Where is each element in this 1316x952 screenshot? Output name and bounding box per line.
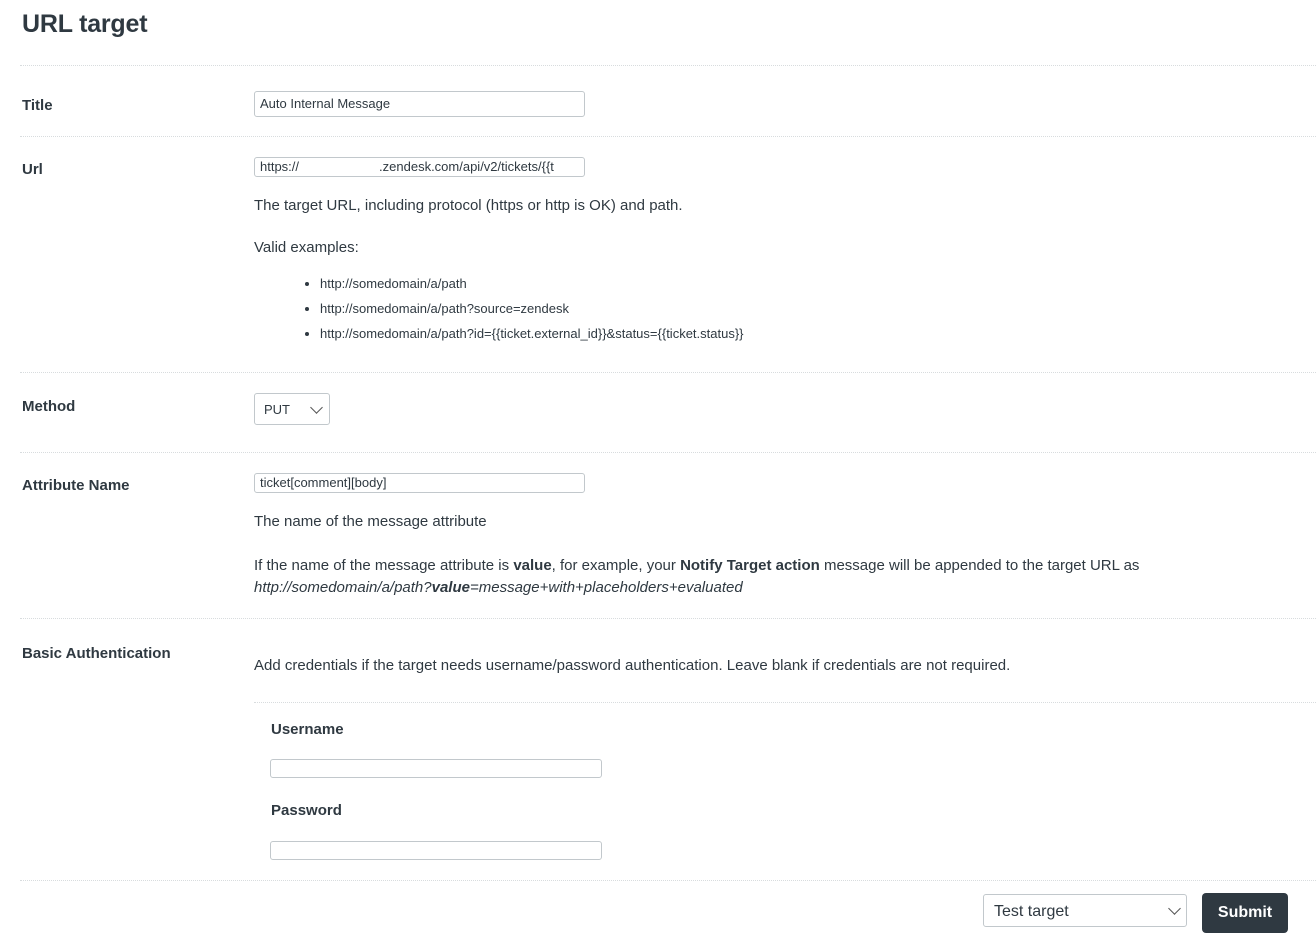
username-input[interactable] [270,759,602,778]
username-label: Username [271,721,344,738]
url-input-suffix: .zendesk.com/api/v2/tickets/{{t [379,159,554,174]
chevron-down-icon [310,401,323,414]
url-input[interactable] [254,157,585,177]
chevron-down-icon [1168,902,1181,915]
url-examples-list [254,275,744,350]
basic-auth-help: Add credentials if the target needs username/password authentication. Leave blank if credentials are not required. [254,657,1011,674]
action-select[interactable] [983,894,1187,927]
submit-button[interactable]: Submit [1202,893,1288,933]
divider [20,880,1316,881]
title-label: Title [22,97,53,114]
divider [254,702,1316,703]
list-item: • http://somedomain/a/path?id={{ticket.external_id}}&status={{ticket.status}} [320,325,744,350]
note-example-url: http://somedomain/a/path?value=message+with+placeholders+evaluated [254,579,743,596]
basic-auth-label: Basic Authentication [22,645,171,662]
note-bold-action: Notify Target action [680,557,820,574]
note-text: , for example, your [551,557,681,574]
url-input-prefix: https:// [260,159,300,174]
url-examples-heading: Valid examples: [254,239,359,256]
list-item: • http://somedomain/a/path?source=zendesk [320,300,744,325]
attribute-name-label: Attribute Name [22,477,130,494]
action-select-value: Test target [994,903,1069,920]
password-input[interactable] [270,841,602,860]
note-text: If the name of the message attribute is [254,557,514,574]
url-help: The target URL, including protocol (https or http is OK) and path. [254,197,683,214]
note-text: message will be appended to the target URL as [819,557,1140,574]
method-select-value: PUT [264,402,290,417]
divider [20,452,1316,453]
divider [20,618,1316,619]
title-input[interactable]: Auto Internal Message [254,91,585,117]
divider [20,65,1316,66]
note-bold-value: value [513,557,552,574]
attribute-name-input[interactable]: ticket[comment][body] [254,473,585,493]
divider [20,372,1316,373]
list-item: • http://somedomain/a/path [320,275,744,300]
attribute-name-note [254,555,1294,599]
url-label: Url [22,161,43,178]
method-label: Method [22,398,76,415]
page-title: URL target [22,10,148,38]
password-label: Password [271,802,342,819]
attribute-name-help: The name of the message attribute [254,513,487,530]
method-select[interactable] [254,393,330,425]
divider [20,136,1316,137]
